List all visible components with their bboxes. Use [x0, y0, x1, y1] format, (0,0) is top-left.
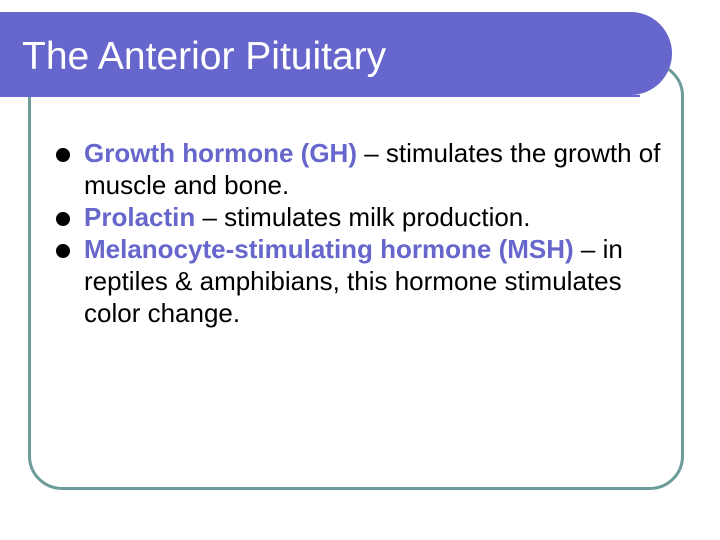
bullet-item-msh [56, 233, 666, 329]
bullet-term: Growth hormone (GH) [84, 138, 357, 168]
slide-title: The Anterior Pituitary [22, 35, 387, 78]
bullet-term: Melanocyte-stimulating hormone (MSH) [84, 234, 574, 264]
bullet-dot-icon [56, 148, 70, 162]
bullet-item-growth-hormone [56, 137, 666, 201]
bullet-dot-icon [56, 212, 70, 226]
bullet-dot-icon [56, 244, 70, 258]
bullet-description: – stimulates the growth of muscle and bone. [84, 138, 661, 200]
bullet-description: – in reptiles & amphibians, this hormone stimulates color change. [84, 234, 623, 328]
bullet-description: – stimulates milk production. [195, 202, 531, 232]
bullet-term: Prolactin [84, 202, 196, 232]
bullet-item-prolactin [56, 201, 666, 233]
title-underline [0, 95, 640, 97]
bullet-list [56, 137, 666, 329]
